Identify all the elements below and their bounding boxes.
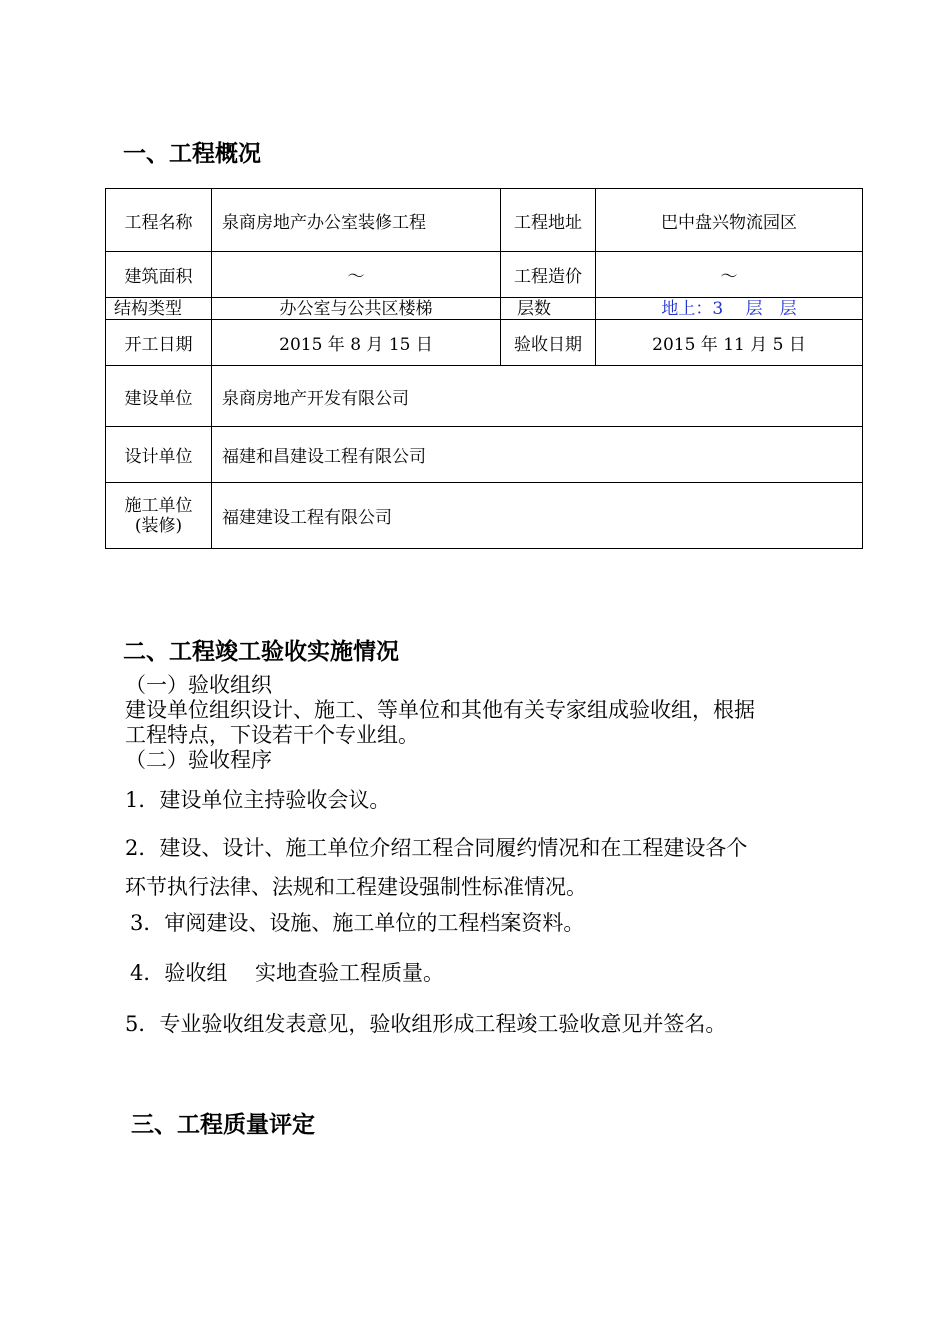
table-row [106,320,863,366]
label-contractor-line1: 施工单位 [124,495,193,516]
subheading-procedure: （二）验收程序 [125,748,272,772]
label-construction-unit: 建设单位 [106,366,212,427]
section-1-title: 一、工程概况 [123,141,261,167]
label-contractor [106,483,212,549]
label-project-cost: 工程造价 [501,252,596,298]
label-start-date: 开工日期 [106,320,212,366]
value-acceptance-date: 2015 年 11 月 5 日 [596,320,863,366]
value-structure-type: 办公室与公共区楼梯 [212,298,501,320]
value-construction-unit: 泉商房地产开发有限公司 [212,366,863,427]
table-row [106,252,863,298]
label-project-address: 工程地址 [501,189,596,252]
value-project-name: 泉商房地产办公室装修工程 [212,189,501,252]
section-2-title: 二、工程竣工验收实施情况 [123,639,399,665]
project-overview-table [105,188,863,549]
label-building-area: 建筑面积 [106,252,212,298]
value-building-area: ～ [212,252,501,298]
procedure-item-4: 4．验收组 实地查验工程质量。 [130,961,445,985]
label-project-name: 工程名称 [106,189,212,252]
procedure-item-2-line2: 环节执行法律、法规和工程建设强制性标准情况。 [125,875,587,899]
subheading-organization: （一）验收组织 [125,673,272,697]
table-row [106,298,863,320]
label-design-unit: 设计单位 [106,427,212,483]
procedure-item-1: 1．建设单位主持验收会议。 [125,788,391,812]
label-structure-type: 结构类型 [106,298,212,320]
table-row [106,189,863,252]
value-start-date: 2015 年 8 月 15 日 [212,320,501,366]
table-row [106,483,863,549]
value-project-address: 巴中盘兴物流园区 [596,189,863,252]
label-floors: 层数 [501,298,596,320]
table-row [106,427,863,483]
value-floors: 地上：3 层 层 [596,298,863,320]
procedure-item-2-line1: 2．建设、设计、施工单位介绍工程合同履约情况和在工程建设各个 [125,836,748,860]
procedure-item-3: 3．审阅建设、设施、施工单位的工程档案资料。 [130,911,585,935]
value-project-cost: ～ [596,252,863,298]
paragraph-organization-line2: 工程特点，下设若干个专业组。 [125,723,419,747]
procedure-item-5: 5．专业验收组发表意见，验收组形成工程竣工验收意见并签名。 [125,1012,727,1036]
paragraph-organization-line1: 建设单位组织设计、施工、等单位和其他有关专家组成验收组，根据 [125,698,755,722]
section-3-title: 三、工程质量评定 [131,1112,315,1138]
label-acceptance-date: 验收日期 [501,320,596,366]
value-design-unit: 福建和昌建设工程有限公司 [212,427,863,483]
table-row [106,366,863,427]
label-contractor-line2: (装修) [134,515,183,536]
value-contractor: 福建建设工程有限公司 [212,483,863,549]
